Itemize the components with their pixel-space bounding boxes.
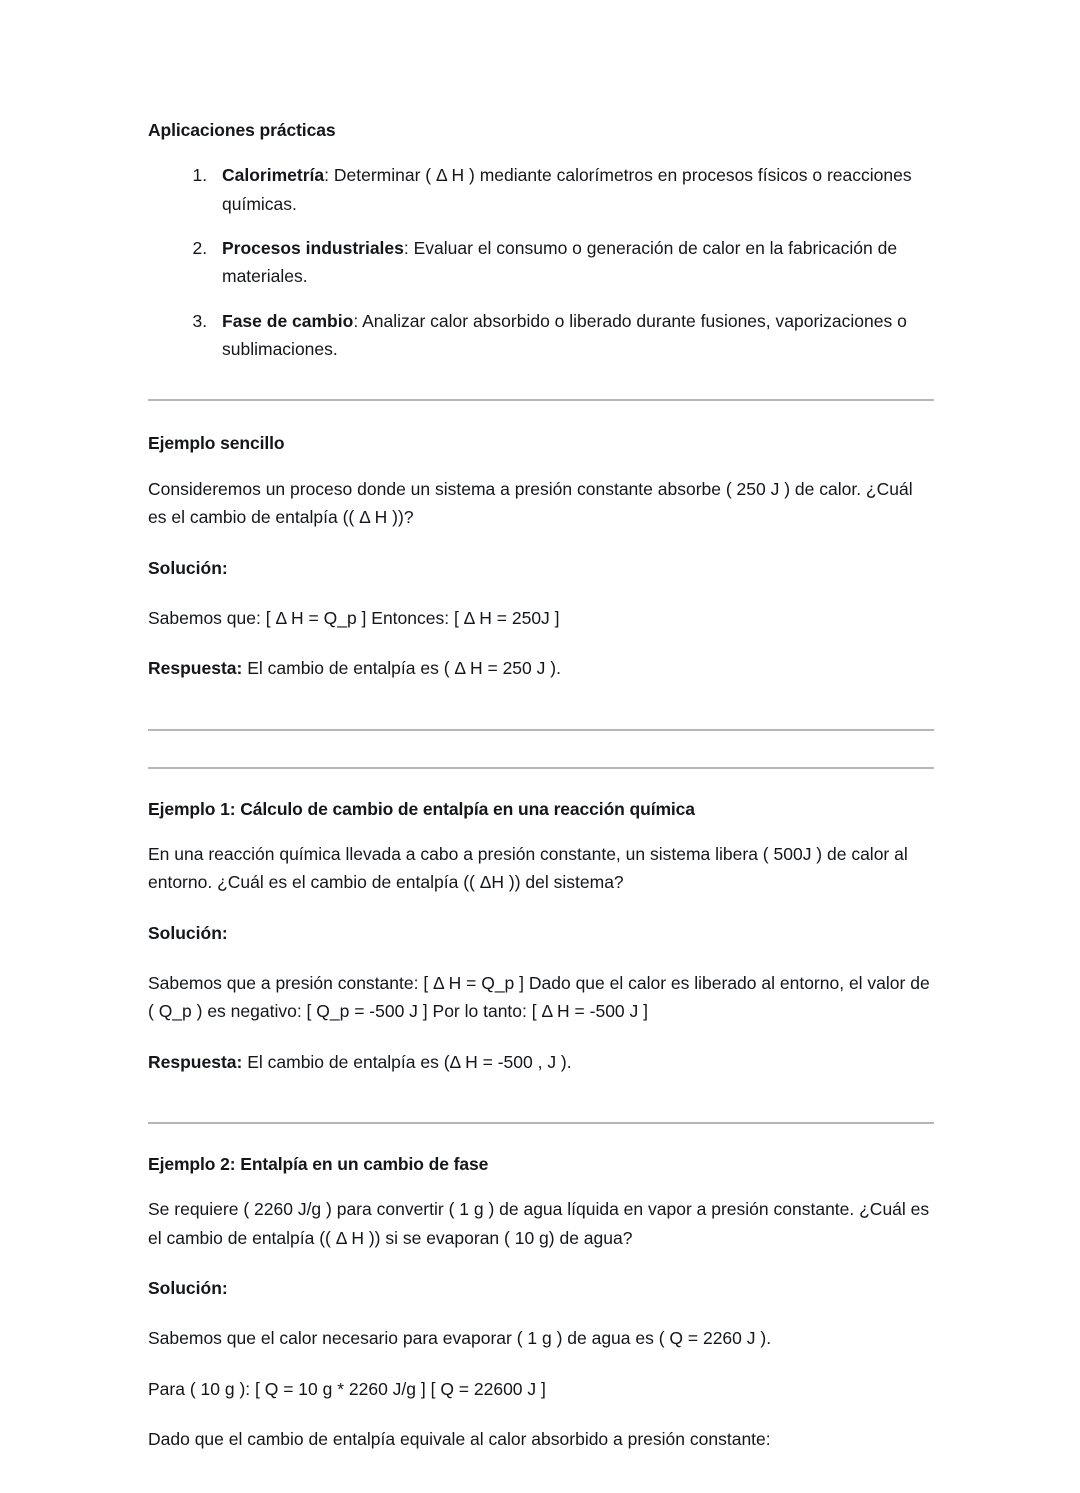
ejemplo-sencillo-solucion-label: Solución: [148, 557, 228, 578]
ejemplo-1-enunciado: En una reacción química llevada a cabo a presión constante, un sistema libera ( 500J ) de calor al entorno. ¿Cuál es el cambio de entalpía (( ΔH )) del sistema? [148, 843, 908, 893]
ejemplo-1-desarrollo: Sabemos que a presión constante: [ Δ H = Q_p ] Dado que el calor es liberado al entorno, el valor de ( Q_p ) es negativo: [ Q_p = -500 J ] Por lo tanto: [ Δ H = -500 J ] [148, 972, 930, 1022]
spacer [148, 769, 934, 797]
document-content [148, 118, 934, 1453]
respuesta-text: El cambio de entalpía es ( Δ H = 250 J ). [242, 658, 561, 679]
list-item-term: Fase de cambio [222, 310, 354, 331]
list-item-description: : Analizar calor absorbido o liberado durante fusiones, vaporizaciones o sublimaciones. [222, 310, 907, 360]
list-item [212, 307, 934, 364]
ejemplo-1-solucion-label: Solución: [148, 922, 228, 943]
respuesta-text: El cambio de entalpía es (Δ H = -500 , J ). [242, 1051, 572, 1072]
ejemplo-sencillo-heading: Ejemplo sencillo [148, 433, 285, 454]
ejemplo-2-paso-1: Sabemos que el calor necesario para evaporar ( 1 g ) de agua es ( Q = 2260 J ). [148, 1328, 772, 1349]
spacer [148, 401, 934, 431]
ejemplo-2-paso-3: Dado que el cambio de entalpía equivale al calor absorbido a presión constante: [148, 1429, 771, 1450]
list-item-term: Calorimetría [222, 165, 325, 186]
list-item-description: : Evaluar el consumo o generación de calor en la fabricación de materiales. [222, 238, 898, 287]
spacer [148, 1124, 934, 1152]
spacer [148, 1098, 934, 1122]
spacer [148, 705, 934, 729]
list-item [212, 234, 934, 291]
list-item-description: : Determinar ( Δ H ) mediante calorímetros en procesos físicos o reacciones químicas. [222, 165, 912, 214]
ejemplo-sencillo-enunciado: Consideremos un proceso donde un sistema a presión constante absorbe ( 250 J ) de calor. ¿Cuál es el cambio de entalpía (( Δ H ))? [148, 478, 913, 528]
ejemplo-2-paso-2: Para ( 10 g ): [ Q = 10 g * 2260 J/g ] [ Q = 22600 J ] [148, 1378, 546, 1399]
list-item-term: Procesos industriales [222, 238, 404, 259]
ejemplo-2-enunciado: Se requiere ( 2260 J/g ) para convertir ( 1 g ) de agua líquida en vapor a presión constante. ¿Cuál es el cambio de entalpía (( Δ H )) si se evaporan ( 10 g) de agua? [148, 1199, 930, 1248]
ejemplo-2-heading: Ejemplo 2: Entalpía en un cambio de fase [148, 1153, 489, 1174]
aplicaciones-practicas-heading: Aplicaciones prácticas [148, 120, 336, 140]
spacer [148, 363, 934, 399]
ejemplo-sencillo-respuesta [148, 654, 934, 682]
respuesta-label: Respuesta: [148, 1051, 243, 1072]
respuesta-label: Respuesta: [148, 658, 243, 679]
aplicaciones-practicas-list [148, 161, 934, 363]
ejemplo-1-respuesta [148, 1048, 934, 1076]
ejemplo-2-solucion-label: Solución: [148, 1278, 228, 1299]
spacer [148, 731, 934, 767]
list-item [212, 161, 934, 218]
ejemplo-1-heading: Ejemplo 1: Cálculo de cambio de entalpía en una reacción química [148, 798, 695, 819]
ejemplo-sencillo-desarrollo: Sabemos que: [ Δ H = Q_p ] Entonces: [ Δ H = 250J ] [148, 607, 560, 628]
